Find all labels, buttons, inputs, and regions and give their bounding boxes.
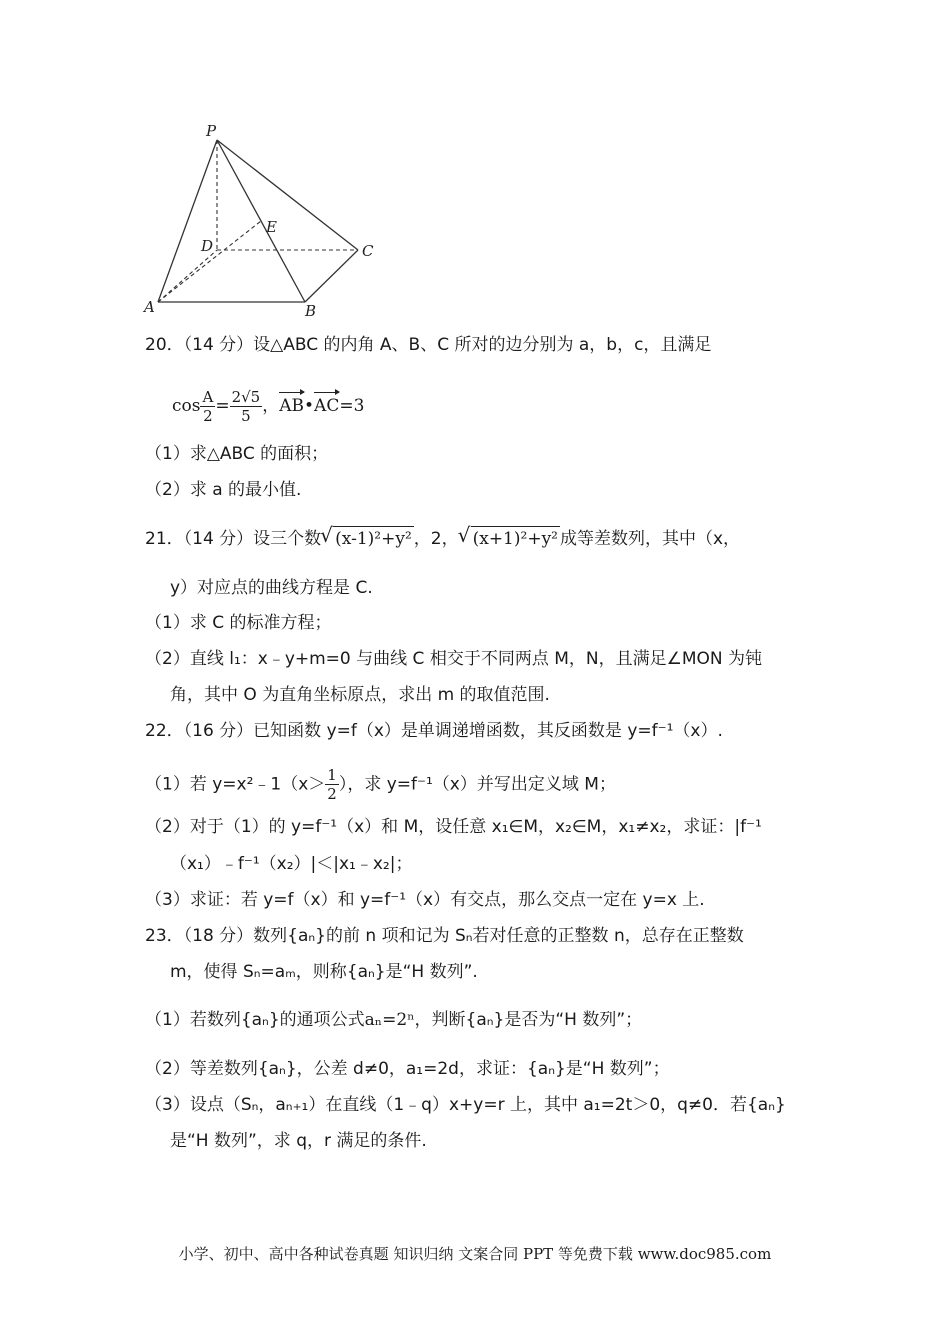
q22-part2: （2）对于（1）的 y=f⁻¹（x）和 M，设任意 x₁∈M，x₂∈M，x₁≠x₂，求证：|f⁻¹ [145,817,762,837]
q23-part1: （1）若数列{aₙ}的通项公式aₙ=2ⁿ，判断{aₙ}是否为“H 数列”； [145,1010,643,1030]
footer-text: 小学、初中、高中各种试卷真题 知识归纳 文案合同 PPT 等免费下载 www.doc985.com [178,1245,772,1263]
q23-formula: aₙ=2ⁿ [364,1010,415,1030]
q23-part3: （3）设点（Sₙ，aₙ₊₁）在直线（1﹣q）x+y=r 上，其中 a₁=2t＞0，q≠0．若{aₙ} [145,1095,786,1115]
vector-ac: AC [314,396,340,416]
edge-PA [158,140,217,302]
label-A: A [144,298,155,316]
q22-fraction: $\frac{1}{2}$ [327,766,337,803]
label-B: B [305,302,317,320]
q22-stem: 22．（16 分）已知函数 y=f（x）是单调递增函数，其反函数是 y=f⁻¹（x）. [145,721,723,741]
label-C: C [362,242,374,260]
edge-AE [158,221,261,302]
q22-part3: （3）求证：若 y=f（x）和 y=f⁻¹（x）有交点，那么交点一定在 y=x 上. [145,890,705,910]
q22-part1: （1）若 y=x²﹣1（x＞ $\frac{1}{2}$ ），求 y=f⁻¹（x）并写出定义域 M； [145,766,616,803]
q21-stem: 21．（14 分）设三个数√ (x-1)²+y² ，2，√ (x+1)²+y² 成等差数列，其中（x， [145,526,740,551]
pyramid-figure [140,120,390,320]
edge-PC [217,140,358,250]
q21-part2-cont: 角，其中 O 为直角坐标原点，求出 m 的取值范围. [170,685,550,705]
vector-ab: AB [279,396,305,416]
q21-radical-2: √ (x+1)²+y² [471,526,560,551]
q20-condition: cos $\frac{A}{2}$ = $\frac{2√5}{5}$ ，AB•AC=3 [172,388,365,425]
edge-BC [305,250,358,302]
q20-cos-value: $\frac{2√5}{5}$ [231,388,261,425]
q23-part2: （2）等差数列{aₙ}，公差 d≠0，a₁=2d，求证：{aₙ}是“H 数列”； [145,1059,670,1079]
q20-stem: 20．（14 分）设△ABC 的内角 A、B、C 所对的边分别为 a，b，c，且满足 [145,335,712,355]
q20-part1: （1）求△ABC 的面积； [145,444,329,464]
q23-stem-cont: m，使得 Sₙ=aₘ，则称{aₙ}是“H 数列”. [170,962,478,982]
q21-part2: （2）直线 l₁：x﹣y+m=0 与曲线 C 相交于不同两点 M，N，且满足∠MON 为钝 [145,649,763,669]
q20-part2: （2）求 a 的最小值. [145,480,302,500]
q20-half-angle: $\frac{A}{2}$ [202,388,214,425]
q21-stem-cont: y）对应点的曲线方程是 C. [170,578,373,598]
q23-stem: 23．（18 分）数列{aₙ}的前 n 项和记为 Sₙ若对任意的正整数 n，总存在正整数 [145,926,744,946]
q21-radical-1: √ (x-1)²+y² [333,526,414,551]
q21-part1: （1）求 C 的标准方程； [145,613,332,633]
q20-cos: cos [172,396,201,416]
label-E: E [266,218,277,236]
label-P: P [206,122,217,140]
q22-part2-cont: （x₁）﹣f⁻¹（x₂）|＜|x₁﹣x₂|； [170,854,413,874]
label-D: D [201,237,214,255]
q23-part3-cont: 是“H 数列”，求 q，r 满足的条件. [170,1131,427,1151]
